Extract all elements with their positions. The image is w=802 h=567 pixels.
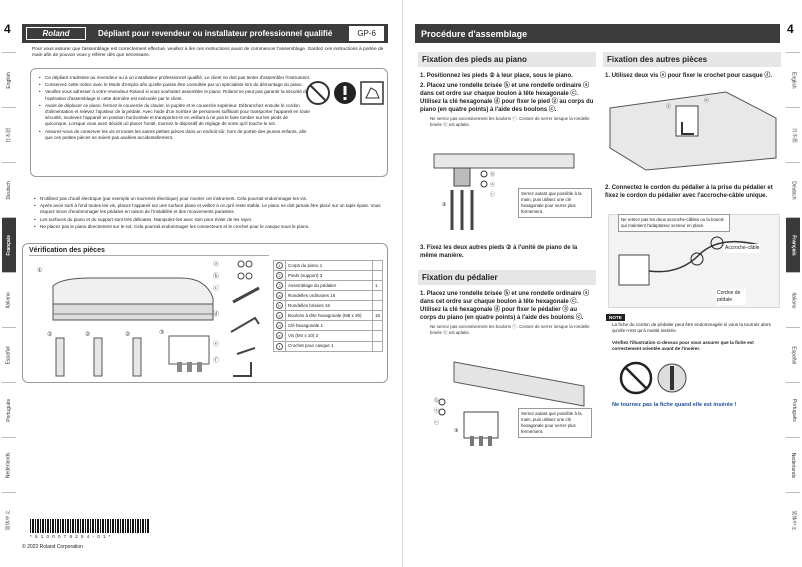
model-name: GP-6 — [349, 26, 384, 41]
warning-icon — [334, 82, 356, 104]
plug-illustration — [618, 360, 690, 398]
note-text-2: Vérifiez l'illustration ci-dessus pour vous assurer que la fiche est correctement orientée avant de l'insérer. — [612, 340, 754, 352]
table-row: e Vis (M4 x 10) 2 — [274, 331, 383, 341]
step-note: Ne serrez pas excessivement les boulons ⓒ. Cessez de serrer lorsque la rondelle brisée ⓑ est aplatie. — [430, 324, 590, 336]
note-warning: Ne tournez pas la fiche quand elle est insérée ! — [612, 402, 737, 408]
table-row: c Boulons à tête hexagonale (M8 x 30) 16 — [274, 311, 383, 321]
hand-icon — [361, 82, 383, 104]
plug-rotation-image — [658, 364, 686, 392]
table-row: b Rondelles brisées 16 — [274, 301, 383, 311]
svg-text:ⓔ: ⓔ — [213, 342, 220, 348]
legs-callout: Serrez autant que possible à la main, puis utilisez une clé hexagonale pour serrer plus fermement. — [518, 188, 592, 218]
warning-item: • Ne placez pas le piano directement sur le sol. Cela pourrait endommager les connecteurs et le crochet pour le casque sous le piano. — [34, 224, 388, 230]
table-row: 1 Corps du piano 1 — [274, 261, 383, 271]
no-disassembly-icon — [307, 82, 329, 104]
section-other-step1: 1. Utilisez deux vis ⓔ pour fixer le crochet pour casque ⓕ. — [605, 73, 773, 79]
svg-text:ⓕ: ⓕ — [666, 104, 672, 110]
note-text-1: La fiche du cordon de pédalier peut être endommagée si vous la tournez alors qu'elle n'est qu'à moitié insérée. — [612, 322, 771, 334]
roland-logo: Roland — [26, 27, 86, 40]
svg-text:ⓐ: ⓐ — [213, 262, 220, 268]
section-legs-title: Fixation des pieds au piano — [418, 52, 596, 67]
parts-table — [273, 260, 383, 352]
tab-portuguese[interactable]: Português — [2, 382, 16, 437]
tab-german[interactable]: Deutsch — [2, 162, 16, 217]
parts-illustration — [31, 258, 231, 382]
small-parts-illustration — [211, 258, 281, 382]
tab-german[interactable]: Deutsch — [786, 162, 800, 217]
safety-item: • Ce dépliant s'adresse au revendeur ou à un installateur professionnel qualifié. Le client ne doit pas tenter d'assembler l'instrument. — [39, 75, 311, 81]
leg-images — [56, 338, 141, 376]
label-cordon: Cordon de pédale — [716, 289, 746, 305]
table-row: f Crochet pour casque 1 — [274, 341, 383, 351]
step-text: Placez une rondelle brisée ⓑ et une rondelle ordinaire ⓐ dans cet ordre sur chaque boulon à tête hexagonale ⓒ. Utilisez la clé hexagonale ⓓ pour fixer le pied ② au corps du piano (en quatre points) à l'aide des boulons ⓒ. — [420, 83, 594, 114]
tab-dutch[interactable]: Nederlands — [2, 437, 16, 492]
pedal-assembly-image — [169, 336, 209, 372]
note-tag: NOTE — [606, 314, 625, 321]
copyright: © 2023 Roland Corporation — [22, 544, 83, 550]
piano-body-image — [53, 278, 213, 320]
headphone-hook-illustration — [606, 88, 780, 172]
svg-text:ⓐ: ⓐ — [490, 182, 496, 188]
header-title: Dépliant pour revendeur ou installateur professionnel qualifié — [98, 29, 333, 38]
section-other-step2: 2. Connectez le cordon du pédalier à la prise du pédalier et fixez le cordon du pédalier avec l'accroche-câble unique. — [605, 185, 773, 200]
tab-dutch[interactable]: Nederlands — [786, 437, 800, 492]
safety-icons — [305, 79, 385, 107]
tab-spanish[interactable]: Español — [786, 327, 800, 382]
tab-french[interactable]: Français — [786, 217, 800, 272]
section-legs-step3: 3. Fixez les deux autres pieds ② à l'unité de piano de la même manière. — [420, 245, 578, 260]
cable-callout: Ne retirez pas les deux accroche-câbles ou la boucle qui maintient l'adaptateur secteur en place. — [618, 214, 730, 232]
warning-list — [34, 196, 388, 231]
svg-text:ⓑ: ⓑ — [434, 398, 440, 404]
safety-list — [39, 75, 311, 142]
right-page-number: 4 — [787, 22, 794, 36]
svg-text:②: ② — [85, 332, 91, 338]
page-divider — [402, 0, 403, 567]
svg-text:ⓑ: ⓑ — [490, 172, 496, 178]
safety-item: • Assurez-vous de conserver les vis et toutes les autres petites pièces dans un endroit sûr, hors de portée des jeunes enfants, afin que ces petites pièces ne soient pas avalées accidentellement. — [39, 129, 311, 141]
step-note: Ne serrez pas excessivement les boulons ⓒ. Cessez de serrer lorsque la rondelle brisée ⓑ est aplatie. — [430, 116, 590, 128]
step-text: Placez une rondelle brisée ⓑ et une rondelle ordinaire ⓐ dans cet ordre sur chaque boulon à tête hexagonale ⓒ. Utilisez la clé hexagonale ⓓ pour fixer le pédalier ③ au corps du piano (en quatre points) à l'aide des boulons ⓒ. — [420, 291, 590, 322]
step-text: Positionnez les pieds ② à leur place, sous le piano. — [426, 73, 573, 79]
label-accroche: Accroche-câble — [725, 245, 760, 251]
right-header-title: Procédure d'assemblage — [421, 28, 528, 39]
section-other-title: Fixation des autres pièces — [603, 52, 781, 67]
table-row: 2 Pieds (support) 3 — [274, 271, 383, 281]
barcode — [30, 519, 150, 533]
warning-item: • Après avoir sorti à fond toutes les vis, placez l'appareil sur une surface plane et veillez à ce qu'il reste stable. Le piano ne doit jamais être placé sur un tapis épais. Vous risquez sinon d'endommager les pédales en raison de l'instabilité et des mouvements parasites. — [34, 203, 388, 215]
warning-item: • Les surfaces du piano et du support sont très délicates. Manipulez-les avec soin pour éviter de les rayer. — [34, 217, 388, 223]
svg-text:②: ② — [442, 202, 447, 208]
section-pedal-title: Fixation du pédalier — [418, 270, 596, 285]
table-row: a Rondelles ordinaires 16 — [274, 291, 383, 301]
tab-japanese[interactable]: 日本語 — [786, 107, 800, 162]
tab-french[interactable]: Français — [2, 217, 16, 272]
svg-text:ⓐ: ⓐ — [434, 408, 440, 414]
svg-text:ⓕ: ⓕ — [213, 358, 220, 364]
tab-english[interactable]: English — [786, 52, 800, 107]
left-language-tabs — [2, 52, 16, 547]
table-row: 3 Assemblage du pédalier 1 — [274, 281, 383, 291]
right-header-bar — [415, 24, 780, 43]
safety-item: • Veuillez vous adresser à votre revendeur Roland si vous souhaitez assembler le piano. Roland ne peut pas garantir la sécurité de l'opération d'assemblage si cette dernière est exécutée par le client. — [39, 89, 311, 101]
svg-text:ⓒ: ⓒ — [490, 192, 496, 198]
prohibited-icon — [621, 363, 651, 393]
pedal-illustration — [424, 356, 594, 456]
tab-spanish[interactable]: Español — [2, 327, 16, 382]
tab-english[interactable]: English — [2, 52, 16, 107]
svg-text:③: ③ — [159, 330, 165, 336]
svg-text:③: ③ — [454, 428, 459, 434]
svg-text:②: ② — [125, 332, 131, 338]
svg-text:ⓒ: ⓒ — [213, 286, 220, 292]
svg-text:ⓑ: ⓑ — [213, 274, 220, 280]
safety-box — [30, 68, 388, 177]
tab-portuguese[interactable]: Português — [786, 382, 800, 437]
section-legs-steps: 1. Positionnez les pieds ② à leur place, sous le piano. 2. Placez une rondelle brisée ⓑ et une rondelle ordinaire ⓐ dans cet ordre sur chaque boulon à tête hexagonale ⓒ. Utilisez la clé hexagonale ⓓ pour fixer le pied ② au corps du piano (en quatre points) à l'aide des boulons ⓒ. Ne serrez pas excessivement les boulons ⓒ. Cessez de serrer lorsque la rondelle brisée ⓑ est aplatie. — [420, 73, 594, 128]
left-page-number: 4 — [4, 22, 11, 36]
safety-item: • Conservez cette notice avec le Mode d'emploi afin qu'elle puisse être consultée par un spécialiste lors du démontage du piano. — [39, 82, 311, 88]
tab-italian[interactable]: Italiano — [2, 272, 16, 327]
svg-text:ⓔ: ⓔ — [704, 98, 710, 104]
pedal-callout: Serrez autant que possible à la main, puis utilisez une clé hexagonale pour serrer plus fermement. — [518, 408, 592, 438]
intro-text: Pour vous assurer que l'assemblage est correctement effectué, veuillez à lire ces instructions avant de commencer l'assemblage. Gardez ces instructions à portée de main afin de pouvoir vous y référer dès que nécessaire. — [32, 47, 384, 59]
svg-text:ⓒ: ⓒ — [434, 420, 440, 426]
warning-item: • N'utilisez pas d'outil électrique (par exemple un tournevis électrique) pour monter cet instrument. Cela pourrait endommager les vis. — [34, 196, 388, 202]
safety-item: • Avant de déplacer ce piano, fermez le couvercle du clavier, le pupitre et le couvercle supérieur. Débranchez ensuite le cordon d'alimentation et relevez l'ajusteur de la pédale. Avec l'aide d'un nombre de personnes suffisant pour transporter l'appareil en toute sécurité, soulevez l'appareil en position horizontale et transportez-le en veillant à ne pas le faire tomber sur les pieds de quiconque. Lorsque vous avez décidé où placer l'unité, tournez le dispositif de réglage de sorte qu'il touche le sol. — [39, 103, 311, 128]
tab-italian[interactable]: Italiano — [786, 272, 800, 327]
parts-box — [22, 243, 388, 383]
parts-title: Vérification des pièces — [29, 247, 269, 256]
barcode-digits: * 5 1 0 0 0 7 8 2 5 4 - 0 1 * — [30, 534, 112, 539]
svg-text:ⓓ: ⓓ — [213, 312, 220, 318]
left-header-bar — [22, 24, 388, 43]
svg-text:①: ① — [37, 268, 43, 274]
tab-chinese[interactable]: 简体中文 — [786, 492, 800, 547]
section-pedal-steps: 1. Placez une rondelle brisée ⓑ et une rondelle ordinaire ⓐ dans cet ordre sur chaque boulon à tête hexagonale ⓒ. Utilisez la clé hexagonale ⓓ pour fixer le pédalier ③ au corps du piano (en quatre points) à l'aide des boulons ⓒ. Ne serrez pas excessivement les boulons ⓒ. Cessez de serrer lorsque la rondelle brisée ⓑ est aplatie. — [420, 290, 594, 336]
table-row: d Clé hexagonale 1 — [274, 321, 383, 331]
tab-japanese[interactable]: 日本語 — [2, 107, 16, 162]
tab-chinese[interactable]: 简体中文 — [2, 492, 16, 547]
svg-text:②: ② — [47, 332, 53, 338]
right-language-tabs — [786, 52, 800, 547]
